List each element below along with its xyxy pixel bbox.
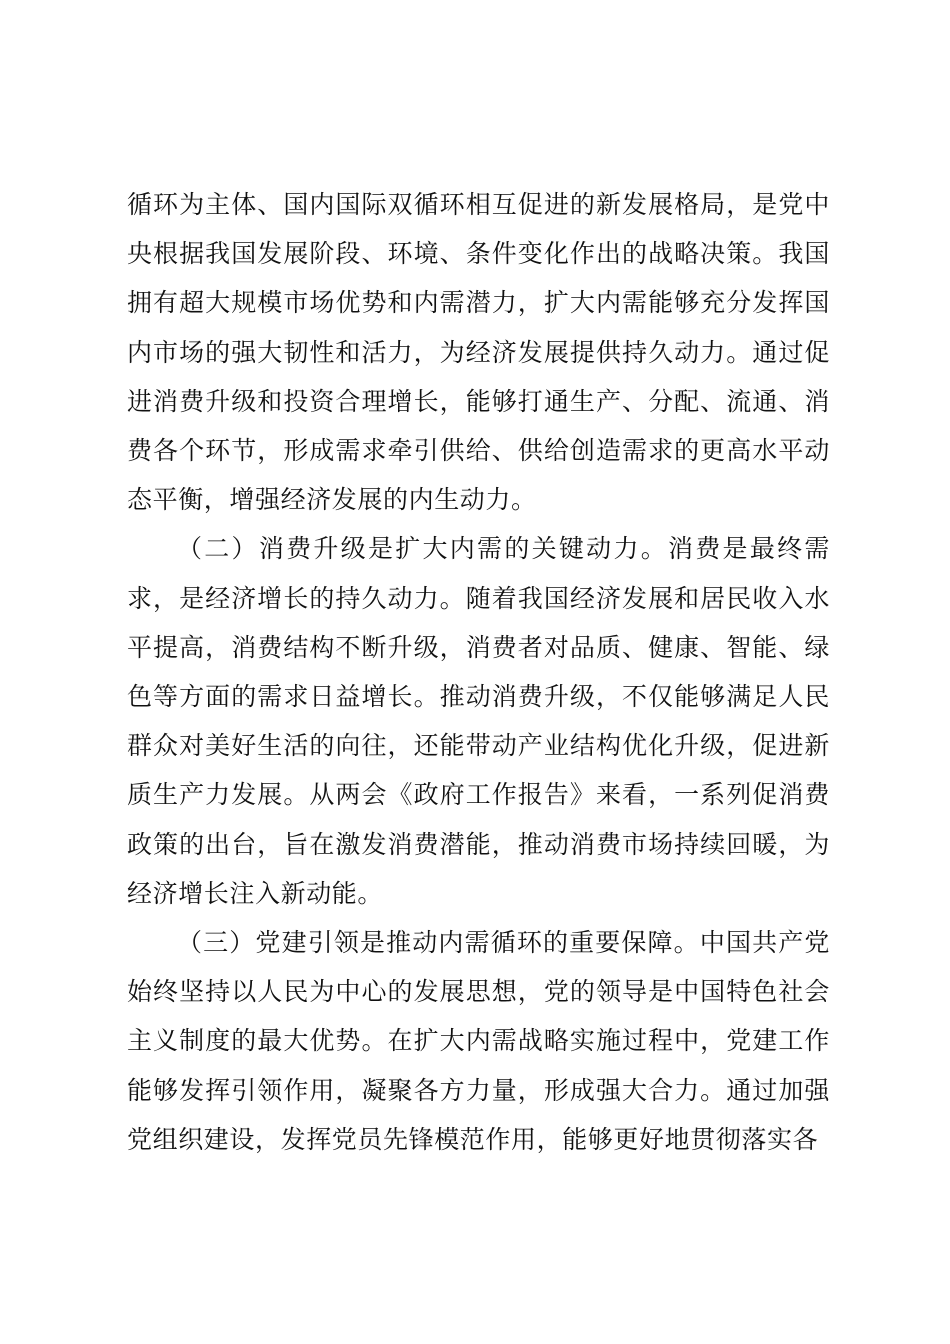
paragraph-continued: 循环为主体、国内国际双循环相互促进的新发展格局，是党中央根据我国发展阶段、环境、条件变化作出的战略决策。我国拥有超大规模市场优势和内需潜力，扩大内需能够充分发挥国内市场的强大韧性和活力，为经济发展提供持久动力。通过促进消费升级和投资合理增长，能够打通生产、分配、流通、消费各个环节，形成需求牵引供给、供给创造需求的更高水平动态平衡，增强经济发展的内生动力。 [127, 190, 830, 515]
paragraph-consumption-upgrade: （二）消费升级是扩大内需的关键动力。消费是最终需求，是经济增长的持久动力。随着我国经济发展和居民收入水平提高，消费结构不断升级，消费者对品质、健康、智能、绿色等方面的需求日益增长。推动消费升级，不仅能够满足人民群众对美好生活的向往，还能带动产业结构优化升级，促进新质生产力发展。从两会《政府工作报告》来看，一系列促消费政策的出台，旨在激发消费潜能，推动消费市场持续回暖，为经济增长注入新动能。 [127, 534, 830, 908]
paragraph-party-building: （三）党建引领是推动内需循环的重要保障。中国共产党始终坚持以人民为中心的发展思想，党的领导是中国特色社会主义制度的最大优势。在扩大内需战略实施过程中，党建工作能够发挥引领作用，凝聚各方力量，形成强大合力。通过加强党组织建设，发挥党员先锋模范作用，能够更好地贯彻落实各 [127, 928, 830, 1154]
document-body [127, 180, 830, 1164]
